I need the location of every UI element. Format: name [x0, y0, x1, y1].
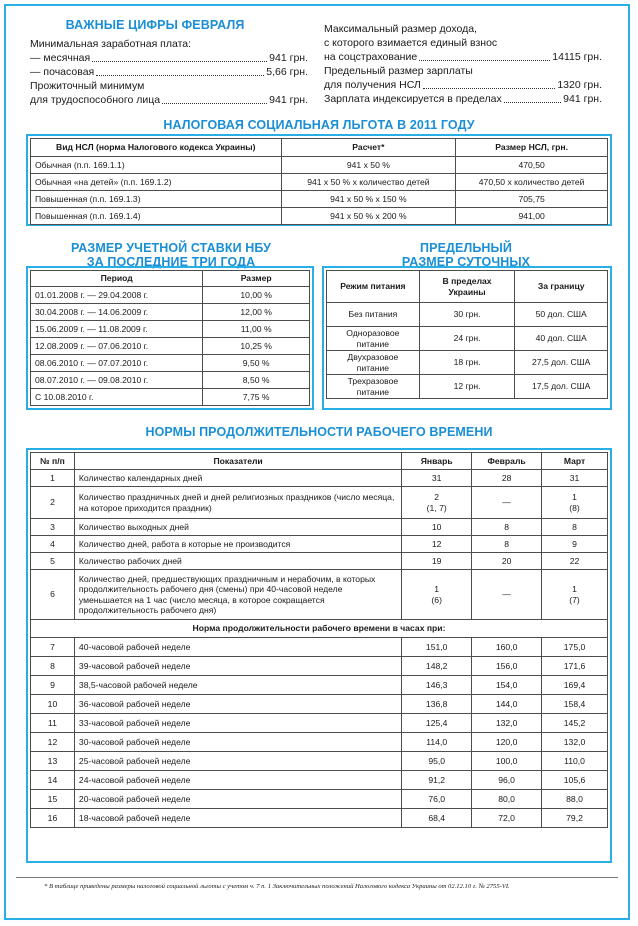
nsl-header-amount: Размер НСЛ, грн. — [456, 139, 608, 157]
norms-indicator-cell: 30-часовой рабочей неделе — [74, 733, 401, 752]
nsl-calc-cell: 941 х 50 % х количество детей — [281, 174, 456, 191]
table-row — [31, 321, 310, 338]
norms-january-cell: 19 — [402, 553, 472, 570]
nbu-period-cell: 08.06.2010 г. — 07.07.2010 г. — [31, 355, 203, 372]
nsl-type-cell: Обычная (п.п. 169.1.1) — [31, 157, 282, 174]
norms-march-cell: 175,0 — [542, 638, 608, 657]
norms-february-cell: 160,0 — [472, 638, 542, 657]
table-row — [31, 695, 608, 714]
figure-row — [324, 50, 602, 64]
figure-value: 5,66 грн. — [266, 66, 308, 78]
nbu-title-line2: ЗА ПОСЛЕДНИЕ ТРИ ГОДА — [86, 255, 256, 269]
norms-indicator-cell: Количество дней, работа в которые не производится — [74, 536, 401, 553]
norms-header-num: № п/п — [31, 453, 75, 470]
figure-label: на соцстрахование — [324, 51, 418, 63]
norms-march-cell: 132,0 — [542, 733, 608, 752]
norms-february-cell: 120,0 — [472, 733, 542, 752]
table-row — [31, 338, 310, 355]
norms-january-cell: 10 — [402, 519, 472, 536]
norms-march-cell: 88,0 — [542, 790, 608, 809]
norms-num-cell: 15 — [31, 790, 75, 809]
norms-header-march: Март — [542, 453, 608, 470]
nbu-rate-cell: 9,50 % — [203, 355, 310, 372]
norms-indicator-cell: 24-часовой рабочей неделе — [74, 771, 401, 790]
norms-january-cell: 31 — [402, 470, 472, 487]
norms-num-cell: 14 — [31, 771, 75, 790]
nsl-type-cell: Повышенная (п.п. 169.1.3) — [31, 191, 282, 208]
norms-january-cell: 76,0 — [402, 790, 472, 809]
norms-num-cell: 3 — [31, 519, 75, 536]
nbu-rate-cell: 10,25 % — [203, 338, 310, 355]
nbu-table — [30, 270, 310, 406]
norms-january-cell: 91,2 — [402, 771, 472, 790]
table-row — [31, 519, 608, 536]
norms-subheader: Норма продолжительности рабочего времени в часах при: — [31, 620, 608, 638]
figure-value: 941 грн. — [563, 93, 602, 105]
norms-num-cell: 2 — [31, 487, 75, 519]
norms-subheader-row — [31, 620, 608, 638]
nsl-amount-cell: 705,75 — [456, 191, 608, 208]
norms-february-cell: 156,0 — [472, 657, 542, 676]
norms-indicator-cell: 25-часовой рабочей неделе — [74, 752, 401, 771]
norms-march-cell: 79,2 — [542, 809, 608, 828]
figure-row — [324, 92, 602, 106]
norms-february-cell: — — [472, 487, 542, 519]
nsl-title: НАЛОГОВАЯ СОЦИАЛЬНАЯ ЛЬГОТА В 2011 ГОДУ — [163, 118, 475, 132]
norms-header-january: Январь — [402, 453, 472, 470]
norms-indicator-cell: 40-часовой рабочей неделе — [74, 638, 401, 657]
norms-february-cell: 80,0 — [472, 790, 542, 809]
figures-right-list — [324, 22, 602, 106]
norms-indicator-cell: Количество праздничных дней и дней религиозных праздников (число месяца, на которое приходится праздник) — [74, 487, 401, 519]
norms-march-cell: 22 — [542, 553, 608, 570]
norms-num-cell: 16 — [31, 809, 75, 828]
daily-mode-cell: Без питания — [327, 303, 420, 327]
daily-ukraine-cell: 24 грн. — [419, 327, 515, 351]
table-row — [31, 657, 608, 676]
norms-num-cell: 10 — [31, 695, 75, 714]
table-row — [31, 771, 608, 790]
norms-num-cell: 5 — [31, 553, 75, 570]
nbu-period-cell: 12.08.2009 г. — 07.06.2010 г. — [31, 338, 203, 355]
norms-january-cell: 2 (1, 7) — [402, 487, 472, 519]
norms-january-cell: 95,0 — [402, 752, 472, 771]
norms-march-cell: 8 — [542, 519, 608, 536]
figure-value: 14115 грн. — [552, 51, 602, 63]
table-row — [31, 157, 608, 174]
table-row — [31, 733, 608, 752]
daily-mode-cell: Двухразовое питание — [327, 351, 420, 375]
norms-february-cell: 28 — [472, 470, 542, 487]
figure-value: 941 грн. — [269, 52, 308, 64]
nbu-period-cell: 01.01.2008 г. — 29.04.2008 г. — [31, 287, 203, 304]
nbu-rate-cell: 12,00 % — [203, 304, 310, 321]
table-row — [31, 355, 310, 372]
daily-ukraine-cell: 12 грн. — [419, 375, 515, 399]
leader-dots — [92, 61, 267, 62]
nbu-header-rate: Размер — [203, 271, 310, 287]
figure-value: 1320 грн. — [557, 79, 602, 91]
table-row — [327, 351, 608, 375]
daily-header-abroad: За границу — [515, 271, 608, 303]
table-row — [31, 389, 310, 406]
nsl-type-cell: Обычная «на детей» (п.п. 169.1.2) — [31, 174, 282, 191]
figure-row — [30, 79, 308, 93]
nsl-amount-cell: 941,00 — [456, 208, 608, 225]
norms-indicator-cell: 39-часовой рабочей неделе — [74, 657, 401, 676]
figure-label: для получения НСЛ — [324, 79, 421, 91]
table-row — [31, 570, 608, 620]
daily-table — [326, 270, 608, 399]
figure-row — [324, 78, 602, 92]
norms-title: НОРМЫ ПРОДОЛЖИТЕЛЬНОСТИ РАБОЧЕГО ВРЕМЕНИ — [145, 425, 493, 439]
nbu-rate-cell: 7,75 % — [203, 389, 310, 406]
table-row — [31, 174, 608, 191]
table-row — [31, 470, 608, 487]
norms-january-cell: 68,4 — [402, 809, 472, 828]
norms-indicator-cell: 18-часовой рабочей неделе — [74, 809, 401, 828]
norms-num-cell: 6 — [31, 570, 75, 620]
table-row — [327, 303, 608, 327]
table-row — [327, 327, 608, 351]
norms-march-cell: 110,0 — [542, 752, 608, 771]
norms-num-cell: 8 — [31, 657, 75, 676]
norms-num-cell: 1 — [31, 470, 75, 487]
figure-label: с которого взимается единый взнос — [324, 37, 498, 49]
norms-january-cell: 146,3 — [402, 676, 472, 695]
nsl-table — [30, 138, 608, 225]
norms-num-cell: 4 — [31, 536, 75, 553]
table-row — [31, 487, 608, 519]
figures-title: ВАЖНЫЕ ЦИФРЫ ФЕВРАЛЯ — [65, 18, 245, 32]
figure-label: Предельный размер зарплаты — [324, 65, 473, 77]
figure-label: Минимальная заработная плата: — [30, 38, 192, 50]
norms-january-cell: 136,8 — [402, 695, 472, 714]
leader-dots — [419, 60, 550, 61]
nsl-calc-cell: 941 х 50 % х 200 % — [281, 208, 456, 225]
nbu-period-cell: 15.06.2009 г. — 11.08.2009 г. — [31, 321, 203, 338]
norms-num-cell: 11 — [31, 714, 75, 733]
norms-march-cell: 158,4 — [542, 695, 608, 714]
norms-january-cell: 12 — [402, 536, 472, 553]
nsl-header-type: Вид НСЛ (норма Налогового кодекса Украины) — [31, 139, 282, 157]
norms-february-cell: 72,0 — [472, 809, 542, 828]
figure-label: Зарплата индексируется в пределах — [324, 93, 502, 105]
norms-num-cell: 9 — [31, 676, 75, 695]
nbu-rate-cell: 10,00 % — [203, 287, 310, 304]
daily-mode-cell: Одноразовое питание — [327, 327, 420, 351]
norms-february-cell: 8 — [472, 536, 542, 553]
leader-dots — [162, 103, 267, 104]
norms-february-cell: 8 — [472, 519, 542, 536]
table-row — [31, 208, 608, 225]
figure-row — [30, 51, 308, 65]
daily-ukraine-cell: 18 грн. — [419, 351, 515, 375]
table-row — [327, 375, 608, 399]
norms-num-cell: 12 — [31, 733, 75, 752]
table-row — [31, 191, 608, 208]
norms-january-cell: 148,2 — [402, 657, 472, 676]
norms-february-cell: 20 — [472, 553, 542, 570]
norms-num-cell: 13 — [31, 752, 75, 771]
norms-january-cell: 1 (6) — [402, 570, 472, 620]
nsl-calc-cell: 941 х 50 % — [281, 157, 456, 174]
table-row — [31, 287, 310, 304]
figures-left-list — [30, 37, 308, 107]
daily-abroad-cell: 17,5 дол. США — [515, 375, 608, 399]
daily-title — [324, 241, 608, 269]
figure-row — [324, 64, 602, 78]
figure-label: — почасовая — [30, 66, 95, 78]
table-row — [31, 714, 608, 733]
norms-march-cell: 1 (8) — [542, 487, 608, 519]
norms-march-cell: 145,2 — [542, 714, 608, 733]
daily-title-line1: ПРЕДЕЛЬНЫЙ — [420, 241, 512, 255]
footnote: * В таблице приведены размеры налоговой социальной льготы с учетом ч. 7 п. 1 Заключительных положений Налогового кодекса Украины от 02.12.10 г. № 2755-VI. — [44, 883, 510, 890]
norms-header-february: Февраль — [472, 453, 542, 470]
table-row — [31, 372, 310, 389]
table-row — [31, 752, 608, 771]
figure-row — [324, 36, 602, 50]
norms-march-cell: 169,4 — [542, 676, 608, 695]
norms-january-cell: 151,0 — [402, 638, 472, 657]
norms-indicator-cell: 20-часовой рабочей неделе — [74, 790, 401, 809]
nbu-rate-cell: 8,50 % — [203, 372, 310, 389]
figure-label: Максимальный размер дохода, — [324, 23, 477, 35]
daily-abroad-cell: 27,5 дол. США — [515, 351, 608, 375]
table-row — [31, 809, 608, 828]
leader-dots — [504, 102, 561, 103]
table-row — [31, 790, 608, 809]
norms-indicator-cell: Количество выходных дней — [74, 519, 401, 536]
table-row — [31, 536, 608, 553]
norms-indicator-cell: 38,5-часовой рабочей неделе — [74, 676, 401, 695]
norms-num-cell: 7 — [31, 638, 75, 657]
figure-label: — месячная — [30, 52, 91, 64]
daily-abroad-cell: 50 дол. США — [515, 303, 608, 327]
daily-abroad-cell: 40 дол. США — [515, 327, 608, 351]
norms-march-cell: 31 — [542, 470, 608, 487]
footnote-separator — [16, 877, 618, 878]
daily-header-ukraine: В пределах Украины — [419, 271, 515, 303]
leader-dots — [96, 75, 264, 76]
norms-header-indicator: Показатели — [74, 453, 401, 470]
nbu-period-cell: 30.04.2008 г. — 14.06.2009 г. — [31, 304, 203, 321]
nbu-period-cell: 08.07.2010 г. — 09.08.2010 г. — [31, 372, 203, 389]
norms-february-cell: — — [472, 570, 542, 620]
norms-indicator-cell: Количество календарных дней — [74, 470, 401, 487]
table-row — [31, 638, 608, 657]
norms-january-cell: 125,4 — [402, 714, 472, 733]
leader-dots — [423, 88, 556, 89]
norms-march-cell: 1 (7) — [542, 570, 608, 620]
daily-title-line2: РАЗМЕР СУТОЧНЫХ — [401, 255, 531, 269]
figure-value: 941 грн. — [269, 94, 308, 106]
daily-ukraine-cell: 30 грн. — [419, 303, 515, 327]
norms-february-cell: 100,0 — [472, 752, 542, 771]
figure-row — [30, 93, 308, 107]
norms-february-cell: 154,0 — [472, 676, 542, 695]
figure-row — [324, 22, 602, 36]
norms-table — [30, 452, 608, 828]
norms-march-cell: 171,6 — [542, 657, 608, 676]
norms-indicator-cell: Количество дней, предшествующих праздничным и нерабочим, в которых продолжительность рабочего дня (смены) при 40-часовой неделе уменьшается на 1 час (число месяца, в которое сокращается продолжительность рабочего дня) — [74, 570, 401, 620]
norms-january-cell: 114,0 — [402, 733, 472, 752]
norms-february-cell: 132,0 — [472, 714, 542, 733]
norms-march-cell: 9 — [542, 536, 608, 553]
norms-february-cell: 144,0 — [472, 695, 542, 714]
figure-row — [30, 37, 308, 51]
nsl-header-calc: Расчет* — [281, 139, 456, 157]
daily-header-mode: Режим питания — [327, 271, 420, 303]
norms-indicator-cell: Количество рабочих дней — [74, 553, 401, 570]
figure-row — [30, 65, 308, 79]
nbu-title — [30, 241, 312, 269]
figure-label: для трудоспособного лица — [30, 94, 161, 106]
nsl-type-cell: Повышенная (п.п. 169.1.4) — [31, 208, 282, 225]
nbu-period-cell: С 10.08.2010 г. — [31, 389, 203, 406]
nsl-amount-cell: 470,50 — [456, 157, 608, 174]
nbu-rate-cell: 11,00 % — [203, 321, 310, 338]
table-row — [31, 676, 608, 695]
nsl-amount-cell: 470,50 х количество детей — [456, 174, 608, 191]
nbu-header-period: Период — [31, 271, 203, 287]
norms-indicator-cell: 36-часовой рабочей неделе — [74, 695, 401, 714]
norms-indicator-cell: 33-часовой рабочей неделе — [74, 714, 401, 733]
table-row — [31, 304, 310, 321]
nsl-calc-cell: 941 х 50 % х 150 % — [281, 191, 456, 208]
nbu-title-line1: РАЗМЕР УЧЕТНОЙ СТАВКИ НБУ — [70, 241, 272, 255]
norms-february-cell: 96,0 — [472, 771, 542, 790]
table-row — [31, 553, 608, 570]
daily-mode-cell: Трехразовое питание — [327, 375, 420, 399]
figure-label: Прожиточный минимум — [30, 80, 145, 92]
norms-march-cell: 105,6 — [542, 771, 608, 790]
